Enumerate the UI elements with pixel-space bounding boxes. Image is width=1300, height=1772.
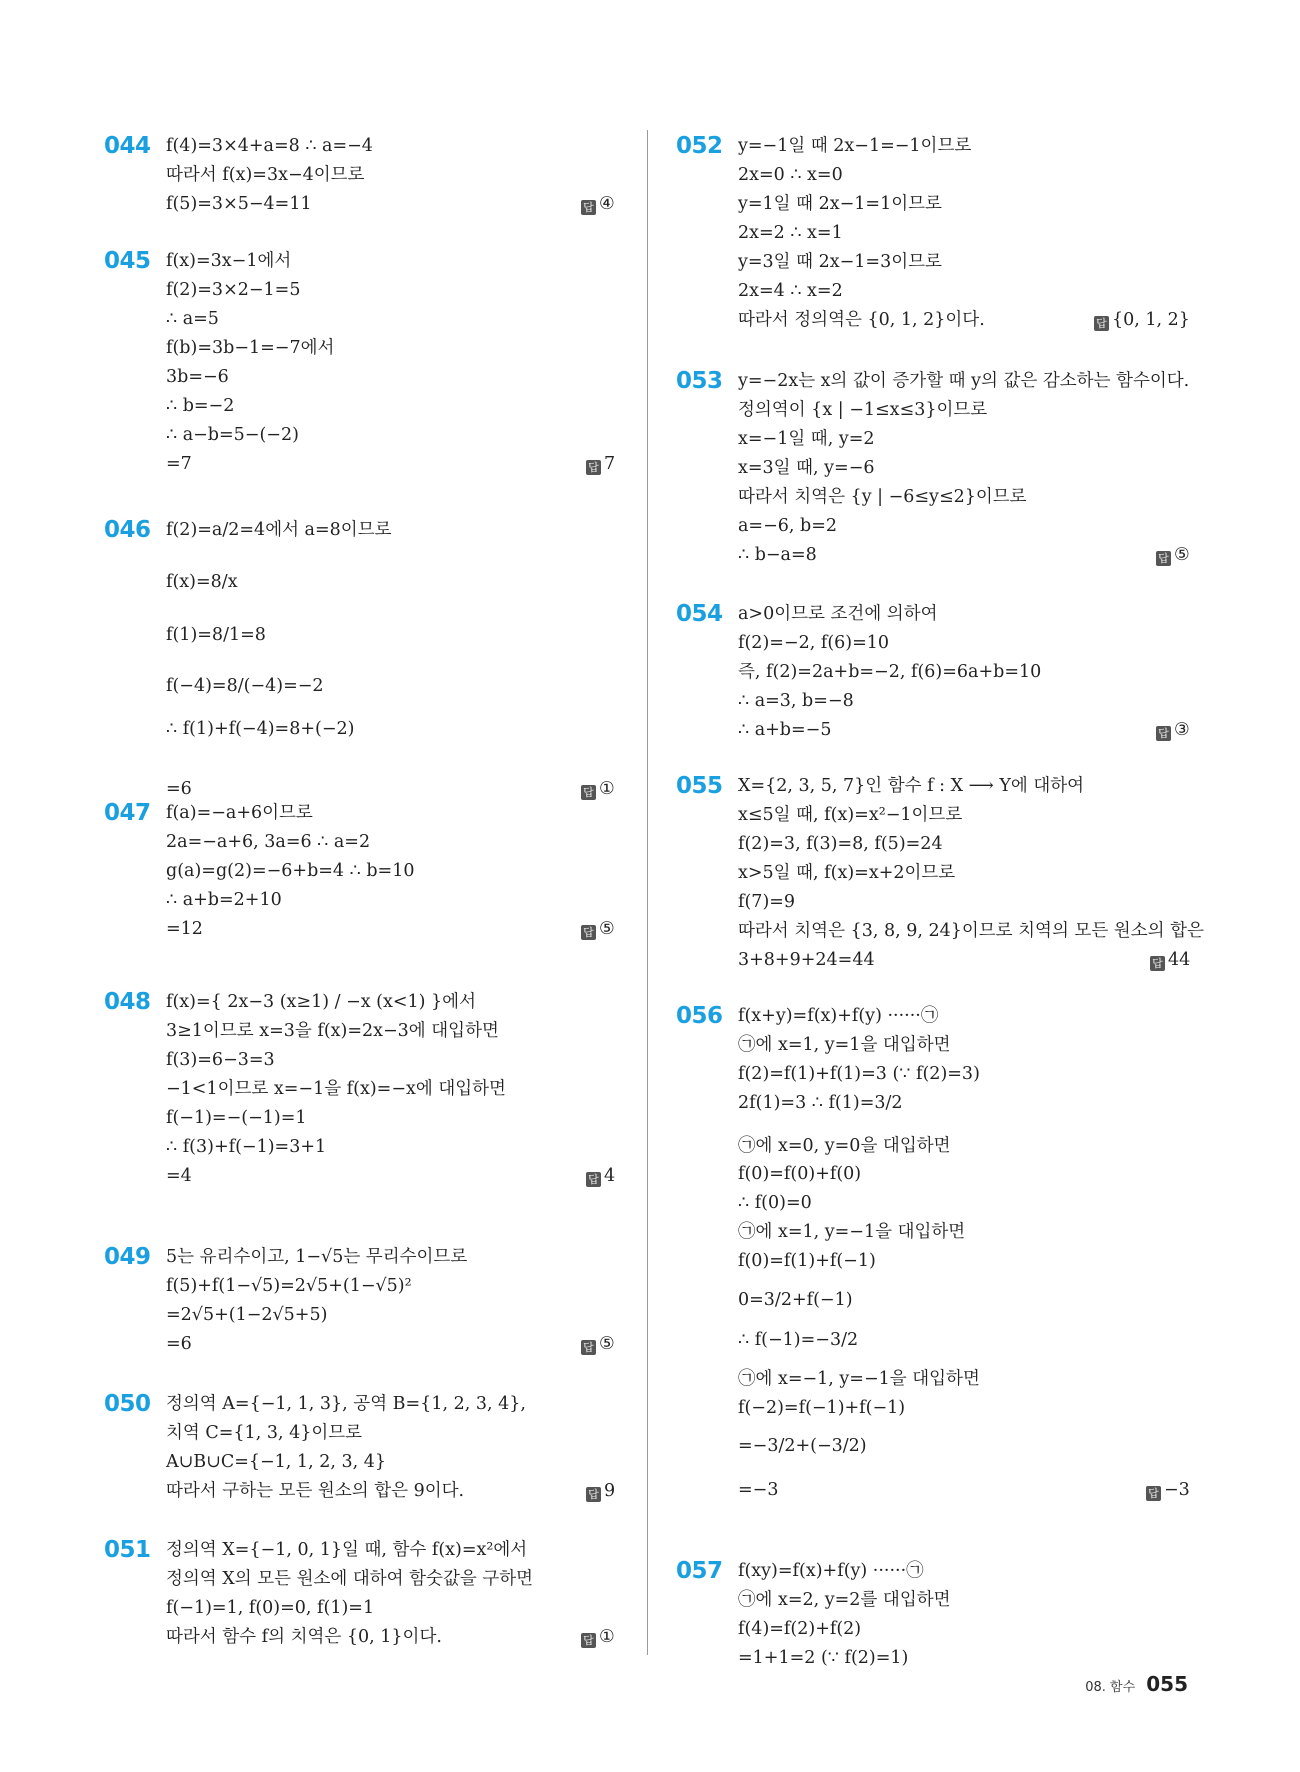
answer-value: ⑤ — [599, 1334, 615, 1354]
problem-number: 047 — [104, 800, 151, 826]
answer-box — [581, 190, 615, 219]
answer-badge-icon: 답 — [586, 1172, 601, 1187]
solution-line: 치역 C={1, 3, 4}이므로 — [166, 1423, 363, 1443]
solution-line: 따라서 치역은 {3, 8, 9, 24}이므로 치역의 모든 원소의 합은 — [738, 921, 1204, 941]
solution-line: =1+1=2 (∵ f(2)=1) — [738, 1648, 909, 1668]
solution-line: ㉠에 x=−1, y=−1을 대입하면 — [738, 1369, 980, 1389]
solution-line: a=−6, b=2 — [738, 516, 838, 536]
solution-line: ㉠에 x=1, y=1을 대입하면 — [738, 1035, 951, 1055]
answer-value: 7 — [604, 454, 616, 474]
answer-badge-icon: 답 — [1156, 551, 1171, 566]
answer-value: ④ — [599, 194, 615, 214]
problem-number: 046 — [104, 517, 151, 543]
problem-number: 053 — [676, 368, 723, 394]
solution-line: X={2, 3, 5, 7}인 함수 f : X ⟶ Y에 대하여 — [738, 776, 1085, 796]
solution-line: 정의역 X={−1, 0, 1}일 때, 함수 f(x)=x²에서 — [166, 1540, 528, 1560]
solution-line: f(7)=9 — [738, 892, 796, 912]
solution-line: f(−2)=f(−1)+f(−1) — [738, 1398, 906, 1418]
solution-line: ∴ b−a=8 — [738, 545, 817, 565]
answer-box — [1094, 306, 1190, 335]
solution-line: f(2)=a/2=4에서 a=8이므로 — [166, 520, 392, 540]
solution-line: f(0)=f(0)+f(0) — [738, 1164, 862, 1184]
solution-line: ∴ f(−1)=−3/2 — [738, 1330, 859, 1350]
solution-line: 정의역 X의 모든 원소에 대하여 함숫값을 구하면 — [166, 1569, 534, 1589]
problem-number: 048 — [104, 989, 151, 1015]
solution-line: f(4)=3×4+a=8 ∴ a=−4 — [166, 136, 373, 156]
solution-line: ∴ a+b=−5 — [738, 720, 832, 740]
solution-line: ∴ a+b=2+10 — [166, 890, 282, 910]
answer-badge-icon: 답 — [581, 1340, 596, 1355]
solution-line: f(b)=3b−1=−7에서 — [166, 338, 335, 358]
problem-number: 055 — [676, 773, 723, 799]
solution-line: 따라서 f(x)=3x−4이므로 — [166, 165, 365, 185]
answer-value: 9 — [604, 1481, 616, 1501]
answer-value: {0, 1, 2} — [1112, 310, 1190, 330]
solution-line: 2x=0 ∴ x=0 — [738, 165, 843, 185]
answer-badge-icon: 답 — [1156, 726, 1171, 741]
solution-line: x≤5일 때, f(x)=x²−1이므로 — [738, 805, 963, 825]
solution-line: 따라서 치역은 {y | −6≤y≤2}이므로 — [738, 487, 1027, 507]
solution-line: y=1일 때 2x−1=1이므로 — [738, 194, 942, 214]
solution-line: f(x)=8/x — [166, 572, 238, 592]
answer-box — [581, 915, 615, 944]
footer-chapter: 08. 함수 — [1085, 1680, 1136, 1695]
solution-line: ∴ f(3)+f(−1)=3+1 — [166, 1137, 327, 1157]
solution-line: f(0)=f(1)+f(−1) — [738, 1251, 876, 1271]
answer-badge-icon: 답 — [581, 925, 596, 940]
answer-box — [1146, 1476, 1190, 1505]
solution-line: =6 — [166, 779, 192, 799]
answer-value: ⑤ — [599, 919, 615, 939]
solution-line: f(a)=−a+6이므로 — [166, 803, 313, 823]
problem-number: 049 — [104, 1244, 151, 1270]
page-footer — [1085, 1672, 1188, 1696]
solution-line: 정의역이 {x | −1≤x≤3}이므로 — [738, 400, 988, 420]
solution-line: x=−1일 때, y=2 — [738, 429, 875, 449]
solution-line: 따라서 함수 f의 치역은 {0, 1}이다. — [166, 1627, 442, 1647]
solution-line: 5는 유리수이고, 1−√5는 무리수이므로 — [166, 1247, 468, 1267]
solution-line: ∴ a=5 — [166, 309, 219, 329]
solution-line: 2x=4 ∴ x=2 — [738, 281, 843, 301]
problem-number: 051 — [104, 1537, 151, 1563]
solution-line: ∴ f(1)+f(−4)=8+(−2) — [166, 719, 355, 739]
answer-value: 44 — [1168, 950, 1191, 970]
answer-badge-icon: 답 — [581, 785, 596, 800]
answer-box — [581, 775, 615, 804]
solution-line: f(x)=3x−1에서 — [166, 251, 292, 271]
solution-line: f(2)=−2, f(6)=10 — [738, 633, 890, 653]
solution-line: ㉠에 x=1, y=−1을 대입하면 — [738, 1222, 966, 1242]
solution-line: =7 — [166, 454, 192, 474]
solution-line: f(−1)=1, f(0)=0, f(1)=1 — [166, 1598, 375, 1618]
problem-number: 056 — [676, 1003, 723, 1029]
problem-number: 057 — [676, 1558, 723, 1584]
solution-line: ∴ f(0)=0 — [738, 1193, 812, 1213]
solution-line: g(a)=g(2)=−6+b=4 ∴ b=10 — [166, 861, 415, 881]
answer-box — [581, 1623, 615, 1652]
solution-line: y=−2x는 x의 값이 증가할 때 y의 값은 감소하는 함수이다. — [738, 371, 1190, 391]
answer-box — [581, 1330, 615, 1359]
column-divider — [647, 130, 648, 1655]
solution-line: f(−4)=8/(−4)=−2 — [166, 676, 324, 696]
answer-badge-icon: 답 — [581, 200, 596, 215]
answer-badge-icon: 답 — [586, 460, 601, 475]
solution-line: 3b=−6 — [166, 367, 229, 387]
answer-value: ③ — [1174, 720, 1190, 740]
problem-number: 050 — [104, 1391, 151, 1417]
solution-line: f(5)=3×5−4=11 — [166, 194, 312, 214]
solution-line: f(2)=3, f(3)=8, f(5)=24 — [738, 834, 943, 854]
solution-line: x=3일 때, y=−6 — [738, 458, 875, 478]
answer-badge-icon: 답 — [1094, 316, 1109, 331]
solution-line: f(5)+f(1−√5)=2√5+(1−√5)² — [166, 1276, 412, 1296]
solution-line: =−3 — [738, 1480, 779, 1500]
solution-line: ∴ a−b=5−(−2) — [166, 425, 299, 445]
solution-line: ㉠에 x=2, y=2를 대입하면 — [738, 1590, 951, 1610]
solution-line: f(2)=3×2−1=5 — [166, 280, 301, 300]
solution-line: f(x)={ 2x−3 (x≥1) / −x (x<1) }에서 — [166, 992, 476, 1012]
problem-number: 045 — [104, 248, 151, 274]
problem-number: 052 — [676, 133, 723, 159]
solution-line: 따라서 구하는 모든 원소의 합은 9이다. — [166, 1481, 465, 1501]
solution-line: f(3)=6−3=3 — [166, 1050, 275, 1070]
solution-line: ∴ a=3, b=−8 — [738, 691, 854, 711]
solution-line: 3≥1이므로 x=3을 f(x)=2x−3에 대입하면 — [166, 1021, 499, 1041]
solution-line: 따라서 정의역은 {0, 1, 2}이다. — [738, 310, 985, 330]
solution-line: 정의역 A={−1, 1, 3}, 공역 B={1, 2, 3, 4}, — [166, 1394, 526, 1414]
solution-line: y=3일 때 2x−1=3이므로 — [738, 252, 942, 272]
solution-line: f(−1)=−(−1)=1 — [166, 1108, 307, 1128]
solution-line: =2√5+(1−2√5+5) — [166, 1305, 328, 1325]
solution-line: ∴ b=−2 — [166, 396, 235, 416]
solution-line: f(4)=f(2)+f(2) — [738, 1619, 862, 1639]
problem-number: 044 — [104, 133, 151, 159]
solution-line: 2f(1)=3 ∴ f(1)=3/2 — [738, 1093, 903, 1113]
answer-box — [1150, 946, 1190, 975]
answer-badge-icon: 답 — [1146, 1486, 1161, 1501]
answer-value: −3 — [1164, 1480, 1190, 1500]
answer-value: ⑤ — [1174, 545, 1190, 565]
solution-line: A∪B∪C={−1, 1, 2, 3, 4} — [166, 1452, 386, 1472]
answer-value: ① — [599, 1627, 615, 1647]
answer-badge-icon: 답 — [586, 1487, 601, 1502]
solution-line: =−3/2+(−3/2) — [738, 1436, 867, 1456]
solution-line: 3+8+9+24=44 — [738, 950, 875, 970]
answer-box — [1156, 716, 1190, 745]
solution-line: f(2)=f(1)+f(1)=3 (∵ f(2)=3) — [738, 1064, 980, 1084]
solution-line: =6 — [166, 1334, 192, 1354]
solution-line: 즉, f(2)=2a+b=−2, f(6)=6a+b=10 — [738, 662, 1042, 682]
solution-line: y=−1일 때 2x−1=−1이므로 — [738, 136, 972, 156]
problem-number: 054 — [676, 601, 723, 627]
answer-badge-icon: 답 — [581, 1633, 596, 1648]
solution-line: =4 — [166, 1166, 192, 1186]
solution-line: f(xy)=f(x)+f(y) ······㉠ — [738, 1561, 924, 1581]
answer-value: 4 — [604, 1166, 616, 1186]
answer-box — [586, 1477, 615, 1506]
solution-line: 0=3/2+f(−1) — [738, 1290, 853, 1310]
solution-line: x>5일 때, f(x)=x+2이므로 — [738, 863, 956, 883]
solution-line: 2x=2 ∴ x=1 — [738, 223, 843, 243]
answer-box — [1156, 541, 1190, 570]
answer-box — [586, 450, 615, 479]
answer-badge-icon: 답 — [1150, 956, 1165, 971]
solution-line: 2a=−a+6, 3a=6 ∴ a=2 — [166, 832, 371, 852]
solution-line: =12 — [166, 919, 203, 939]
answer-value: ① — [599, 779, 615, 799]
solution-line: f(x+y)=f(x)+f(y) ······㉠ — [738, 1006, 939, 1026]
solution-line: ㉠에 x=0, y=0을 대입하면 — [738, 1136, 951, 1156]
answer-box — [586, 1162, 615, 1191]
solution-line: a>0이므로 조건에 의하여 — [738, 604, 938, 624]
solution-line: −1<1이므로 x=−1을 f(x)=−x에 대입하면 — [166, 1079, 506, 1099]
solution-line: f(1)=8/1=8 — [166, 625, 266, 645]
footer-page-number: 055 — [1146, 1672, 1188, 1696]
